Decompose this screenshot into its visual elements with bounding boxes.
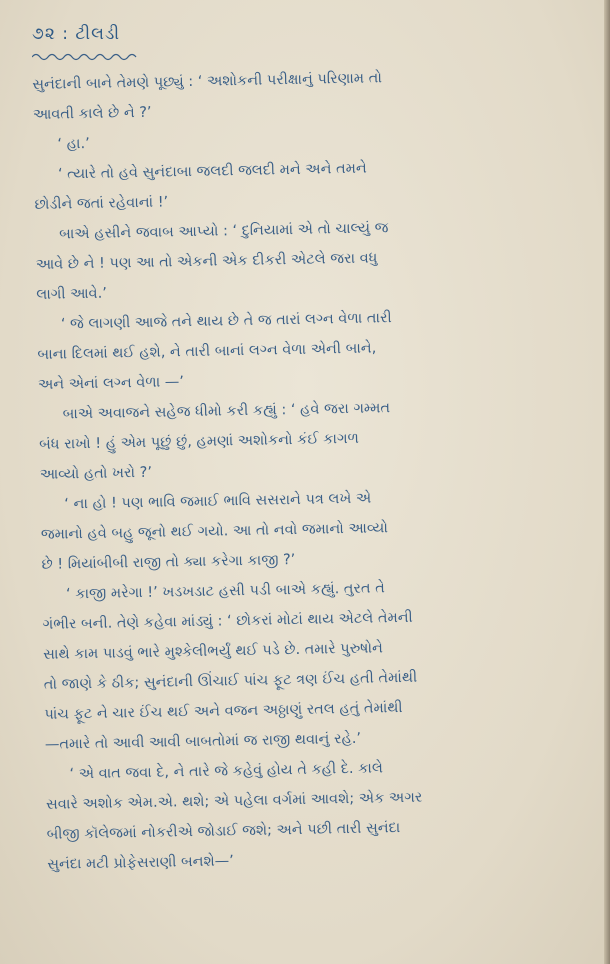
text-line: સુનંદા મટી પ્રોફેસરાણી બનશે—’ [47, 853, 234, 873]
text-line: —તમારે તો આવી આવી બાબતોમાં જ રાજી થવાનું રહે.’ [44, 730, 362, 753]
text-line: ‘ હા.’ [57, 135, 90, 153]
text-line: સાથે કામ પાડવું ભારે મુશ્કેલીભર્યું થઈ પડે છે. તમારે પુરુષોને [43, 640, 383, 663]
text-line: પાંચ ફૂટ ને ચાર ઈંચ થઈ અને વજન અઠ્ઠાણું રતલ હતું તેમાંથી [44, 700, 403, 723]
text-line: ગંભીર બની. તેણે કહેવા માંડ્યું : ‘ છોકરાં મોટાં થાય એટલે તેમની [42, 609, 413, 633]
text-line: છોડીને જતાં રહેવાનાં !’ [34, 194, 169, 213]
text-line: ‘ ના હો ! પણ ભાવિ જમાઈ ભાવિ સસરાને પત્ર લખે એ [64, 490, 372, 513]
page-number: ૭૨ [32, 24, 56, 44]
text-line: ‘ ત્યારે તો હવે સુનંદાબા જલદી જલદી મને અને તમને [57, 160, 367, 183]
text-line: બંધ રાખો ! હું એમ પૂછું છું, હમણાં અશોકનો કંઈ કાગળ [39, 430, 360, 453]
text-line: જમાનો હવે બહુ જૂનો થઈ ગયો. આ તો નવો જમાનો આવ્યો [40, 520, 389, 543]
text-line: તો જાણે કે ઠીક; સુનંદાની ઊંચાઈ પાંચ ફૂટ ત્રણ ઈંચ હતી તેમાંથી [43, 669, 418, 693]
text-line: લાગી આવે.’ [36, 285, 108, 303]
text-line: બાના દિલમાં થઈ હશે, ને તારી બાનાં લગ્ન વેળા એની બાને, [37, 340, 377, 363]
text-line: બાએ અવાજને સહેજ ધીમો કરી કહ્યું : ‘ હવે જરા ગમ્મત [62, 400, 391, 423]
running-header [32, 24, 120, 44]
page-edge-shadow [604, 0, 610, 964]
text-line: ‘ કાજી મરેગા !’ ખડખડાટ હસી પડી બાએ કહ્યું. તુરત તે [65, 580, 385, 603]
text-line: આવ્યો હતો ખરો ?’ [39, 464, 153, 483]
page-body [32, 59, 595, 879]
text-line: આવતી કાલે છે ને ?’ [32, 104, 152, 123]
text-line: છે ! મિયાંબીબી રાજી તો ક્યા કરેગા કાજી ?’ [41, 552, 296, 573]
text-line: સુનંદાની બાને તેમણે પૂછ્યું : ‘ અશોકની પરીક્ષાનું પરિણામ તો [32, 70, 383, 93]
text-line: બાએ હસીને જવાબ આપ્યો : ‘ દુનિયામાં એ તો ચાલ્યું જ [59, 220, 389, 243]
text-line: આવે છે ને ! પણ આ તો એકની એક દીકરી એટલે જરા વધુ [35, 250, 378, 273]
text-line: અને એનાં લગ્ન વેળા —’ [37, 374, 185, 393]
text-line: ‘ જે લાગણી આજે તને થાય છે તે જ તારાં લગ્ન વેળા તારી [60, 310, 392, 333]
header-ornament [32, 52, 142, 62]
running-title: ટીલડી [75, 24, 121, 44]
text-line: બીજી કૉલેજમાં નોકરીએ જોડાઈ જશે; અને પછી તારી સુનંદા [46, 820, 401, 843]
text-line: ‘ એ વાત જવા દે, ને તારે જે કહેવું હોય તે કહી દે. કાલે [69, 760, 384, 783]
header-separator: : [62, 24, 69, 44]
text-line: સવારે અશોક એમ.એ. થશે; એ પહેલા વર્ગમાં આવશે; એક અગર [45, 789, 423, 813]
